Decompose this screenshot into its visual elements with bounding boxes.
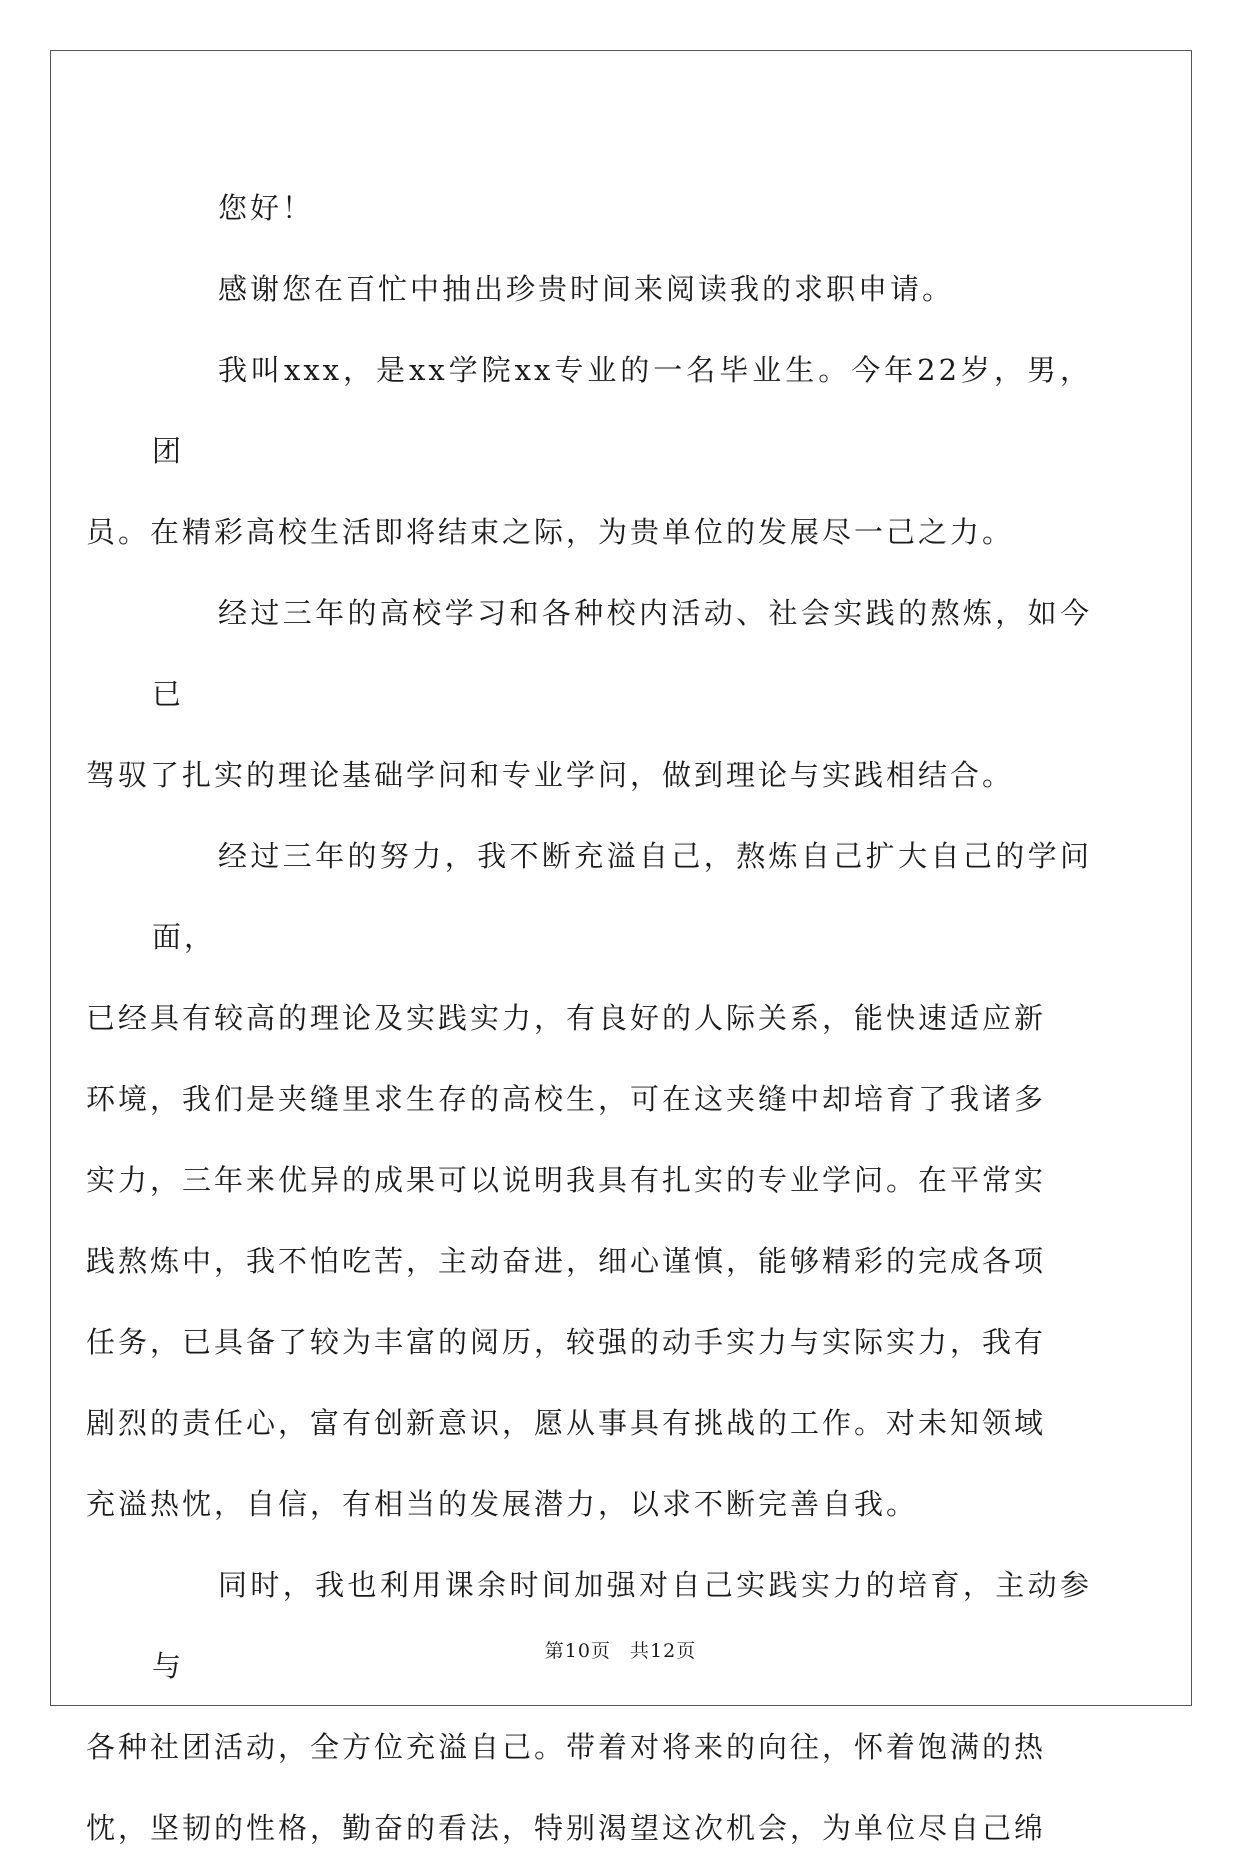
page-number: 第10页: [544, 1640, 611, 1662]
page-total: 共12页: [630, 1640, 697, 1662]
paragraph-line: 环境，我们是夹缝里求生存的高校生，可在这夹缝中却培育了我诸多: [86, 1082, 1047, 1116]
paragraph-4: [86, 816, 1092, 1545]
paragraph-line: 经过三年的努力，我不断充溢自己，熬炼自己扩大自己的学问面，: [152, 839, 1092, 954]
paragraph-line: 各种社团活动，全方位充溢自己。带着对将来的向往，怀着饱满的热: [86, 1730, 1047, 1764]
paragraph-line: 驾驭了扎实的理论基础学问和专业学问，做到理论与实践相结合。: [86, 758, 1015, 792]
paragraph-2: [86, 330, 1092, 573]
paragraph-line: 同时，我也利用课余时间加强对自己实践实力的培育，主动参与: [152, 1568, 1092, 1683]
page-footer: [0, 1636, 1241, 1663]
paragraph-line: 我叫xxx，是xx学院xx专业的一名毕业生。今年22岁，男，团: [152, 353, 1092, 468]
paragraph-line: 感谢您在百忙中抽出珍贵时间来阅读我的求职申请。: [218, 272, 955, 306]
paragraph-1: [152, 249, 1092, 330]
paragraph-line: 经过三年的高校学习和各种校内活动、社会实践的熬炼，如今已: [152, 596, 1092, 711]
paragraph-line: 充溢热忱，自信，有相当的发展潜力，以求不断完善自我。: [86, 1487, 919, 1521]
paragraph-line: 已经具有较高的理论及实践实力，有良好的人际关系，能快速适应新: [86, 1001, 1047, 1035]
paragraph-line: 实力，三年来优异的成果可以说明我具有扎实的专业学问。在平常实: [86, 1163, 1047, 1197]
paragraph-3: [86, 573, 1092, 816]
letter-body: [86, 168, 1092, 1869]
paragraph-line: 任务，已具备了较为丰富的阅历，较强的动手实力与实际实力，我有: [86, 1325, 1047, 1359]
paragraph-line: 剧烈的责任心，富有创新意识，愿从事具有挑战的工作。对未知领域: [86, 1406, 1047, 1440]
paragraph-line: 忱，坚韧的性格，勤奋的看法，特别渴望这次机会，为单位尽自己绵: [86, 1811, 1047, 1845]
paragraph-line: 践熬炼中，我不怕吃苦，主动奋进，细心谨慎，能够精彩的完成各项: [86, 1244, 1047, 1278]
paragraph-line: 员。在精彩高校生活即将结束之际，为贵单位的发展尽一己之力。: [86, 515, 1015, 549]
paragraph-5: [86, 1545, 1092, 1869]
greeting: 您好！: [218, 191, 315, 225]
